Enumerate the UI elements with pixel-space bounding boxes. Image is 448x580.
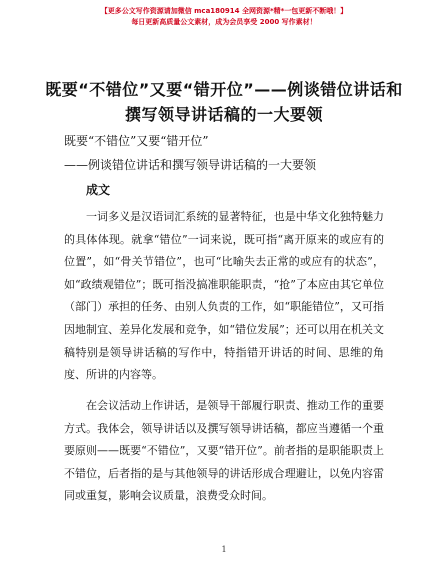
- subtitle-line2: ——例谈错位讲话和撰写领导讲话稿的一大要领: [64, 158, 317, 172]
- promo-banner-line2: 每日更新高质量公文素材，成为会员享受 2000 写作素材！: [131, 18, 317, 26]
- body-paragraph-1: 一词多义是汉语词汇系统的显著特征，也是中华文化独特魅力的具体体现。就拿“错位”一词来说，既可指“离开原来的或应有的位置”，如“骨关节错位”，也可“比喻失去正常的或应有的状态”，如“政绩观错位”；既可指没搞准职能职责，“抢”了本应由其它单位（部门）承担的任务、由别人负责的工作，如“职能错位”，又可指因地制宜、差异化发展和竞争，如“错位发展”；还可以用在机关文稿特别是领导讲话稿的写作中，特指错开讲话的时间、思维的角度、所讲的内容等。: [64, 210, 384, 382]
- author-name: 成文: [86, 183, 111, 197]
- page-number: 1: [221, 545, 227, 554]
- promo-banner-line1: 【更多公文写作资源请加微信 mca180914 全网资源*精*一包更新不断哦！】: [100, 7, 348, 15]
- body-paragraph-2: 在会议活动上作讲话，是领导干部履行职责、推动工作的重要方式。我体会，领导讲话以及撰写领导讲话稿，都应当遵循一个重要原则——既要“不错位”，又要“错开位”。前者指的是职能职责上不错位，后者指的是与其他领导的讲话形成合理避让，以免内容雷同或重复，影响会议质量，浪费受众时间。: [64, 399, 384, 503]
- document-title: 既要“不错位”又要“错开位”——例谈错位讲话和撰写领导讲话稿的一大要领: [45, 80, 403, 124]
- promo-banner: [0, 6, 448, 28]
- subtitle-line1: 既要“不错位”又要“错开位”: [64, 134, 209, 148]
